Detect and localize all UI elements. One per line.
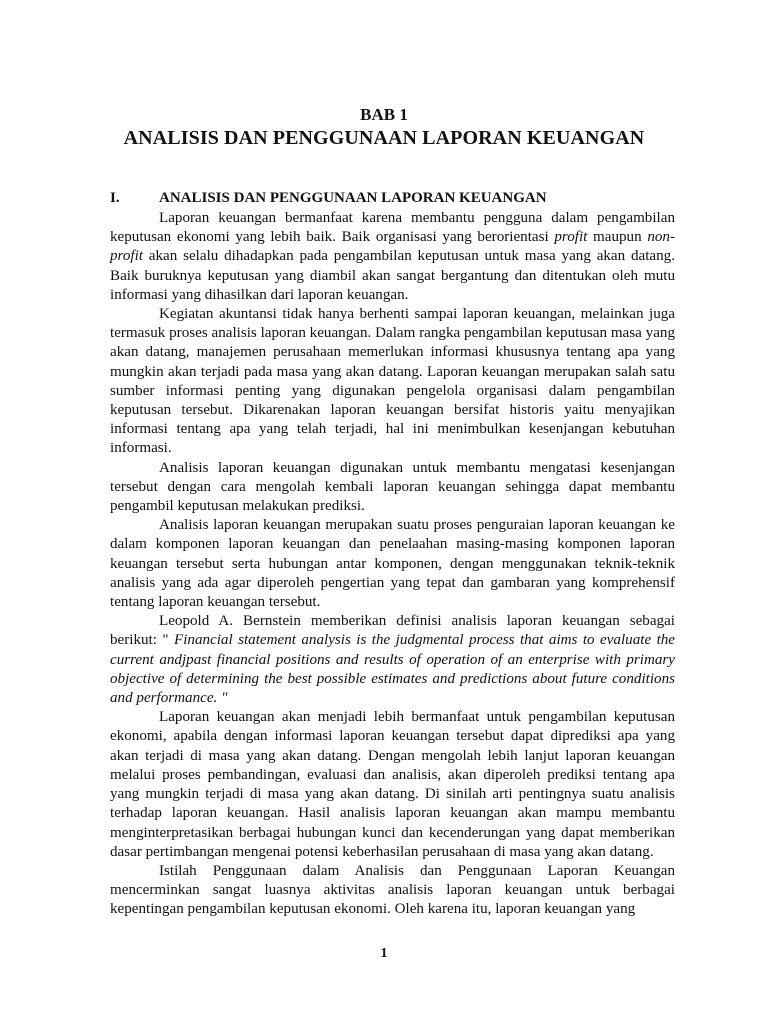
- paragraph-4: Analisis laporan keuangan merupakan suatu proses penguraian laporan keuangan ke dalam komponen laporan keuangan dan penelaahan masing-masing komponen laporan keuangan tersebut serta hubungan antar komponen, dengan menggunakan teknik-teknik analisis yang ada agar diperoleh pengertian yang tepat dan gambaran yang komprehensif tentang laporan keuangan tersebut.: [110, 517, 675, 611]
- body-text: [110, 209, 675, 920]
- paragraph-1-text-b: maupun: [587, 229, 648, 246]
- paragraph-1-italic-nonprofit: non-profit: [110, 229, 675, 265]
- paragraph-1: [110, 209, 675, 305]
- paragraph-3: Analisis laporan keuangan digunakan untuk membantu mengatasi kesenjangan tersebut dengan cara mengolah kembali laporan keuangan sehingga dapat membantu pengambil keputusan melakukan prediksi.: [110, 459, 675, 515]
- chapter-number: BAB 1: [360, 105, 408, 124]
- paragraph-2: Kegiatan akuntansi tidak hanya berhenti sampai laporan keuangan, melainkan juga termasuk proses analisis laporan keuangan. Dalam rangka pengambilan keputusan masa yang akan datang, manajemen perusahaan memerlukan informasi khususnya tentang apa yang mungkin akan terjadi pada masa yang akan datang. Laporan keuangan merupakan salah satu sumber informasi penting yang digunakan pengelola organisasi dalam pengambilan keputusan tersebut. Dikarenakan laporan keuangan bersifat historis yaitu menyajikan informasi tentang apa yang telah terjadi, hal ini menimbulkan kesenjangan kebutuhan informasi.: [110, 306, 675, 457]
- paragraph-1-text-c: akan selalu dihadapkan pada pengambilan keputusan untuk masa yang akan datang. Baik buruknya keputusan yang diambil akan sangat bergantung dan ditentukan oleh mutu informasi yang dihasilkan dari laporan keuangan.: [110, 248, 675, 303]
- paragraph-7: Istilah Penggunaan dalam Analisis dan Penggunaan Laporan Keuangan mencerminkan sangat luasnya aktivitas analisis laporan keuangan untuk berbagai kepentingan pengambilan keputusan ekonomi. Oleh karena itu, laporan keuangan yang: [110, 862, 675, 918]
- section-title: ANALISIS DAN PENGGUNAAN LAPORAN KEUANGAN: [159, 190, 547, 206]
- paragraph-5-quote: Financial statement analysis is the judgmental process that aims to evaluate the current andjpast financial positions and results of operation of an enterprise with primary objective of determining the best possible estimates and predictions about future conditions and performance. ": [110, 632, 676, 707]
- paragraph-6: Laporan keuangan akan menjadi lebih bermanfaat untuk pengambilan keputusan ekonomi, apabila dengan informasi laporan keuangan tersebut dapat diprediksi apa yang akan terjadi di masa yang akan datang. Dengan mengolah lebih lanjut laporan keuangan melalui proses pembandingan, evaluasi dan analisis, akan diperoleh prediksi tentang apa yang mungkin terjadi di masa yang akan datang. Di sinilah arti pentingnya suatu analisis terhadap laporan keuangan. Hasil analisis laporan keuangan akan mampu membantu menginterpretasikan berbagai hubungan kunci dan kecenderungan yang dapat memberikan dasar pertimbangan mengenai potensi keberhasilan perusahaan di masa yang akan datang.: [110, 709, 675, 860]
- paragraph-5-text: Leopold A. Bernstein memberikan definisi analisis laporan keuangan sebagai berikut: ": [110, 613, 675, 649]
- section-number: I.: [110, 190, 120, 206]
- page-number: 1: [380, 946, 388, 961]
- section-heading: [110, 190, 547, 207]
- chapter-title: ANALISIS DAN PENGGUNAAN LAPORAN KEUANGAN: [123, 127, 645, 149]
- paragraph-5: [110, 612, 675, 708]
- paragraph-1-italic-profit: profit: [554, 229, 588, 246]
- paragraph-1-text-a: Laporan keuangan bermanfaat karena membantu pengguna dalam pengambilan keputusan ekonomi yang lebih baik. Baik organisasi yang berorientasi: [110, 210, 675, 246]
